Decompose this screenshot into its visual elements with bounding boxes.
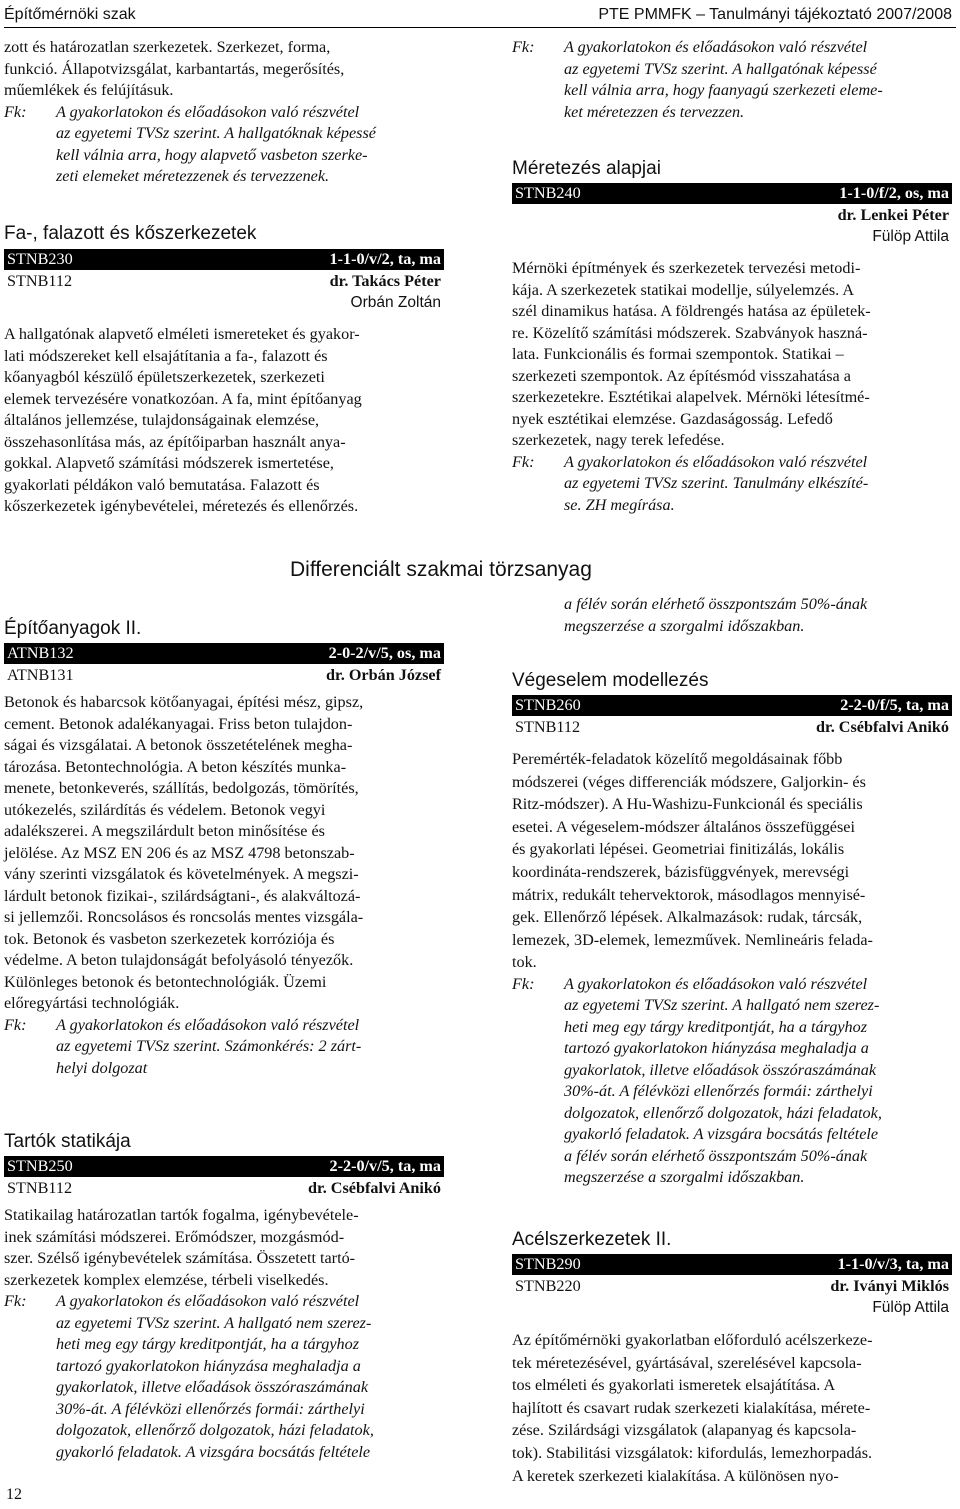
right-cont-block [512, 594, 952, 637]
fk-block [4, 1015, 444, 1080]
page-header [0, 0, 960, 28]
text-line: inek számítási módszerei. Erőmódszer, mozgásmód- [4, 1227, 345, 1246]
fk-block [4, 1291, 444, 1463]
course-title: Tartók statikája [4, 1131, 131, 1152]
course-credits: 1-1-0/f/2, os, ma [839, 184, 949, 202]
course-meta-row [512, 1275, 952, 1297]
course-fa [4, 222, 444, 518]
fk-line: a félév során elérhető összpontszám 50%-ának [564, 1146, 868, 1165]
fk-line: az egyetemi TVSz szerint. A hallgató nem szerez- [564, 996, 880, 1015]
text-line: kőszerkezetek igénybevételei, méretezés és ellenőrzés. [4, 497, 359, 515]
fk-line: A gyakorlatokon és előadásokon való részvétel [564, 974, 868, 993]
course-prereq: STNB112 [515, 718, 581, 736]
course-title: Végeselem modellezés [512, 670, 709, 691]
course-prereq: STNB220 [515, 1277, 581, 1295]
course-meretezes [512, 157, 952, 516]
course-code-bar [512, 183, 952, 204]
course-code-bar [4, 643, 444, 664]
course-code: ATNB132 [7, 644, 74, 662]
course-title: Acélszerkezetek II. [512, 1229, 672, 1250]
fk-label: Fk: [4, 1292, 27, 1310]
course-description [4, 692, 444, 1015]
text-line: gokkal. Alapvető számítási módszerek ismertetése, [4, 454, 334, 472]
text-line: A hallgatónak alapvető elméleti ismereteket és gyakor- [4, 325, 360, 343]
header-rule [4, 27, 956, 28]
fk-line: tartozó gyakorlatokon hiányzása meghaladja a [564, 1039, 869, 1058]
text-line: szerkezeti szempontok. Az építésmód visszahatása a [512, 366, 851, 385]
text-line: tos elméleti és gyakorlati ismeretek elsajátítása. A [512, 1376, 836, 1395]
course-prereq: STNB112 [7, 1179, 73, 1197]
fk-line: 30%-át. A félévközi ellenőrzés formái: zárthelyi [564, 1082, 873, 1101]
course-meta-row [4, 664, 444, 686]
course-epitoanyagok [4, 617, 444, 1079]
text-line: A keretek szerkezeti kialakítása. A különösen nyo- [512, 1466, 839, 1485]
text-line: Peremérték-feladatok közelítő megoldásainak főbb [512, 750, 843, 768]
fk-line: megszerzése a szorgalmi időszakban. [564, 1168, 805, 1187]
text-line: hajlított és csavart rudak szerkezeti kialakítása, mérete- [512, 1398, 871, 1417]
fk-line: gyakorló feladatok. A vizsgára bocsátás feltétele [564, 1125, 879, 1144]
fk-line: kell válnia arra, hogy faanyagú szerkezeti eleme- [564, 81, 883, 99]
fk-label: Fk: [4, 1015, 27, 1034]
course-teacher-2: Orbán Zoltán [350, 294, 441, 311]
course-description [4, 1205, 444, 1291]
course-description [4, 324, 444, 518]
text-line: és gyakorlati lépései. Geometriai finitizálás, lokális [512, 840, 845, 859]
text-line: gyakorlati példákon való bemutatása. Falazott és [4, 475, 320, 494]
course-prereq: ATNB131 [7, 666, 74, 684]
page-number: 12 [6, 1486, 22, 1503]
text-line: Ritz-módszer). A Hu-Washizu-Funkcionál és speciális [512, 795, 863, 814]
fk-line: heti meg egy tárgy kreditpontját, ha a tárgyhoz [564, 1017, 868, 1036]
fk-label: Fk: [512, 38, 535, 56]
text-line: szerkezetek, nagy terek lefedése. [512, 431, 725, 449]
text-line: kája. A szerkezetek statikai modellje, súlyelemzés. A [512, 280, 855, 299]
course-description [512, 1329, 952, 1487]
text-line: koordináta-rendszerek, bázisfüggvények, merevségi [512, 862, 850, 881]
section-title: Differenciált szakmai törzsanyag [290, 558, 592, 581]
text-line: menete, betonkeverés, szállítás, bedolgozás, tömörítés, [4, 779, 359, 797]
header-left: Építőmérnöki szak [4, 6, 136, 23]
fk-line: 30%-át. A félévközi ellenőrzés formái: zárthelyi [56, 1399, 365, 1418]
fk-label: Fk: [512, 452, 535, 471]
text-line: funkció. Állapotvizsgálat, karbantartás, megerősítés, [4, 59, 345, 78]
text-line: a félév során elérhető összpontszám 50%-ának [564, 595, 868, 613]
fk-label: Fk: [4, 102, 27, 121]
fk-line: tartozó gyakorlatokon hiányzása meghaladja a [56, 1356, 361, 1375]
course-credits: 2-2-0/f/5, ta, ma [840, 696, 949, 714]
text-line: szerkezetekre. Esztétikai alapelvek. Mérnöki létesítmé- [512, 388, 870, 406]
course-code: STNB250 [7, 1157, 73, 1175]
text-line: összehasonlítása más, az építőiparban használt anya- [4, 432, 346, 451]
fk-line: gyakorló feladatok. A vizsgára bocsátás feltétele [56, 1442, 371, 1461]
course-acel [512, 1228, 952, 1487]
text-line: si jellemzői. Roncsolásos és roncsolás mentes vizsgála- [4, 908, 364, 926]
course-tartok [4, 1130, 444, 1463]
text-line: Mérnöki építmények és szerkezetek tervezési metodi- [512, 259, 861, 277]
text-line: jelölése. Az MSZ EN 206 és az MSZ 4798 betonszab- [4, 843, 355, 862]
fk-line: heti meg egy tárgy kreditpontját, ha a tárgyhoz [56, 1335, 360, 1353]
fk-line: A gyakorlatokon és előadásokon való részvétel [564, 452, 868, 471]
course-credits: 2-2-0/v/5, ta, ma [329, 1157, 441, 1175]
text-line: tok). Stabilitási vizsgálatok: kifordulás, lemezhorpadás. [512, 1443, 873, 1462]
course-title: Méretezés alapjai [512, 158, 661, 179]
fk-line: A gyakorlatokon és előadásokon való részvétel [564, 38, 868, 56]
course-vegeselem [512, 669, 952, 1189]
text-line: Különleges betonok és betontechnológiák. Üzemi [4, 972, 327, 991]
fk-line: A gyakorlatokon és előadásokon való részvétel [56, 1292, 360, 1310]
text-line: ságai és vizsgálatai. A betonok összetételének megha- [4, 736, 353, 754]
text-line: vány szerinti vizsgálatok és követelmények. A megszi- [4, 865, 359, 883]
course-teacher: dr. Orbán József [326, 666, 441, 684]
text-line: módszerei (véges differenciák módszere, Galjorkin- és [512, 772, 866, 791]
fk-line: ket méretezzen és tervezzen. [564, 102, 745, 121]
course-credits: 2-0-2/v/5, os, ma [328, 644, 441, 662]
text-line: védelme. A beton tulajdonságát befolyásoló tényezők. [4, 951, 354, 969]
text-line: tok. [512, 953, 537, 972]
fk-line: az egyetemi TVSz szerint. A hallgató nem szerez- [56, 1313, 372, 1332]
course-code: STNB240 [515, 184, 581, 202]
fk-block [512, 974, 952, 1189]
fk-block [512, 452, 952, 517]
fk-line: dolgozatok, ellenőrző dolgozatok, házi feladatok, [564, 1103, 882, 1122]
text-line: lata. Funkcionális és formai szempontok. Statikai – [512, 345, 844, 363]
text-line: tok. Betonok és vasbeton szerkezetek korróziója és [4, 929, 335, 948]
text-line: lárdult betonok fizikai-, szilárdságtani-, és alakváltozá- [4, 886, 361, 905]
fk-line: helyi dolgozat [56, 1058, 148, 1077]
course-code: STNB230 [7, 250, 73, 268]
fk-label: Fk: [512, 974, 535, 993]
fk-line: se. ZH megírása. [564, 495, 675, 514]
course-teacher-2: Fülöp Attila [872, 228, 949, 245]
course-code-bar [512, 695, 952, 716]
text-line: előregyártási technológiák. [4, 994, 180, 1012]
text-line: műemlékek és felújításuk. [4, 81, 174, 99]
course-description [512, 748, 952, 974]
fk-line: A gyakorlatokon és előadásokon való részvétel [56, 1015, 360, 1034]
text-line: tek méretezésével, gyártásával, szerelésével kapcsola- [512, 1353, 862, 1372]
course-credits: 1-1-0/v/3, ta, ma [837, 1255, 949, 1273]
fk-line: az egyetemi TVSz szerint. Számonkérés: 2 zárt- [56, 1037, 362, 1055]
text-line: szerkezetek komplex elemzése, térbeli viselkedés. [4, 1270, 329, 1289]
text-line: adalékszerei. A megszilárdult beton minősítése és [4, 822, 325, 840]
fk-line: dolgozatok, ellenőrző dolgozatok, házi feladatok, [56, 1421, 374, 1439]
course-code-bar [512, 1254, 952, 1275]
text-line: tározása. Betontechnológia. A beton készítés munka- [4, 757, 347, 776]
text-line: esetei. A végeselem-módszer általános összefüggései [512, 817, 855, 836]
course-credits: 1-1-0/v/2, ta, ma [329, 250, 441, 268]
course-code: STNB260 [515, 696, 581, 714]
fk-block [512, 37, 952, 123]
fk-block [4, 102, 444, 188]
course-teacher: dr. Takács Péter [329, 272, 441, 290]
text-line: szer. Szélső igénybevételek számítása. Összetett tartó- [4, 1249, 356, 1267]
text-line: lemezek, 3D-elemek, lemezművek. Nemlineáris felada- [512, 930, 873, 949]
fk-line: zeti elemeket méretezzenek és tervezzenek. [56, 167, 330, 185]
fk-line: kell válnia arra, hogy alapvető vasbeton szerke- [56, 145, 368, 164]
course-title: Fa-, falazott és kőszerkezetek [4, 223, 257, 244]
course-teacher: dr. Iványi Miklós [830, 1277, 949, 1295]
text-line: re. Közelítő számítási módszerek. Szabványok haszná- [512, 323, 868, 342]
text-line: Az építőmérnöki gyakorlatban előforduló acélszerkeze- [512, 1331, 873, 1349]
text-line: megszerzése a szorgalmi időszakban. [564, 616, 805, 635]
text-line: utókezelés, szilárdítás és védelem. Betonok vegyi [4, 800, 326, 819]
text-line: cement. Betonok adalékanyagai. Friss beton tulajdon- [4, 714, 353, 733]
text-line: kőanyagból készülő épületszerkezetek, szerkezeti [4, 368, 325, 386]
text-line: mátrix, redukált tehervektorok, másodlagos mennyisé- [512, 885, 866, 904]
course-meta-row [4, 1177, 444, 1199]
fk-line: A gyakorlatokon és előadásokon való részvétel [56, 102, 360, 121]
course-title: Építőanyagok II. [4, 618, 142, 639]
text-line: Statikailag határozatlan tartók fogalma, igénybevétele- [4, 1206, 359, 1224]
text-line: gek. Ellenőrző lépések. Alkalmazások: rudak, tárcsák, [512, 908, 863, 927]
course-prereq: STNB112 [7, 272, 73, 290]
course-meta-row [4, 270, 444, 292]
text-line: lati módszereket kell elsajátítania a fa-, falazott és [4, 346, 328, 365]
course-code-bar [4, 249, 444, 270]
course-meta-row [512, 716, 952, 738]
header-right: PTE PMMFK – Tanulmányi tájékoztató 2007/2008 [598, 6, 952, 23]
course-teacher: dr. Csébfalvi Anikó [308, 1179, 441, 1197]
right-top-block [512, 37, 952, 123]
fk-line: az egyetemi TVSz szerint. Tanulmány elkészíté- [564, 474, 869, 492]
left-top-block [4, 37, 444, 188]
fk-line: az egyetemi TVSz szerint. A hallgatóknak képessé [56, 124, 376, 142]
course-code: STNB290 [515, 1255, 581, 1273]
text-line: Betonok és habarcsok kötőanyagai, építési mész, gipsz, [4, 693, 364, 711]
course-code-bar [4, 1156, 444, 1177]
course-description [512, 258, 952, 452]
text-line: szél dinamikus hatása. A földrengés hatása az épületek- [512, 302, 871, 320]
fk-line: gyakorlatok, illetve előadások összóraszámának [56, 1378, 369, 1396]
text-line: általános jellemzése, tulajdonságainak elemzése, [4, 411, 320, 429]
text-line: zése. Szilárdsági vizsgálatok (alapanyag és kapcsola- [512, 1421, 857, 1440]
course-teacher: dr. Csébfalvi Anikó [816, 718, 949, 736]
fk-line: az egyetemi TVSz szerint. A hallgatónak képessé [564, 59, 877, 78]
text-line: elemek tervezésére vonatkozóan. A fa, mint építőanyag [4, 389, 362, 408]
course-teacher-2: Fülöp Attila [872, 1299, 949, 1316]
course-teacher: dr. Lenkei Péter [837, 206, 949, 224]
text-line: zott és határozatlan szerkezetek. Szerkezet, forma, [4, 38, 331, 56]
fk-line: gyakorlatok, illetve előadások összóraszámának [564, 1060, 877, 1079]
text-line: nyek esztétikai elemzése. Gazdaságosság. Lefedő [512, 409, 833, 428]
